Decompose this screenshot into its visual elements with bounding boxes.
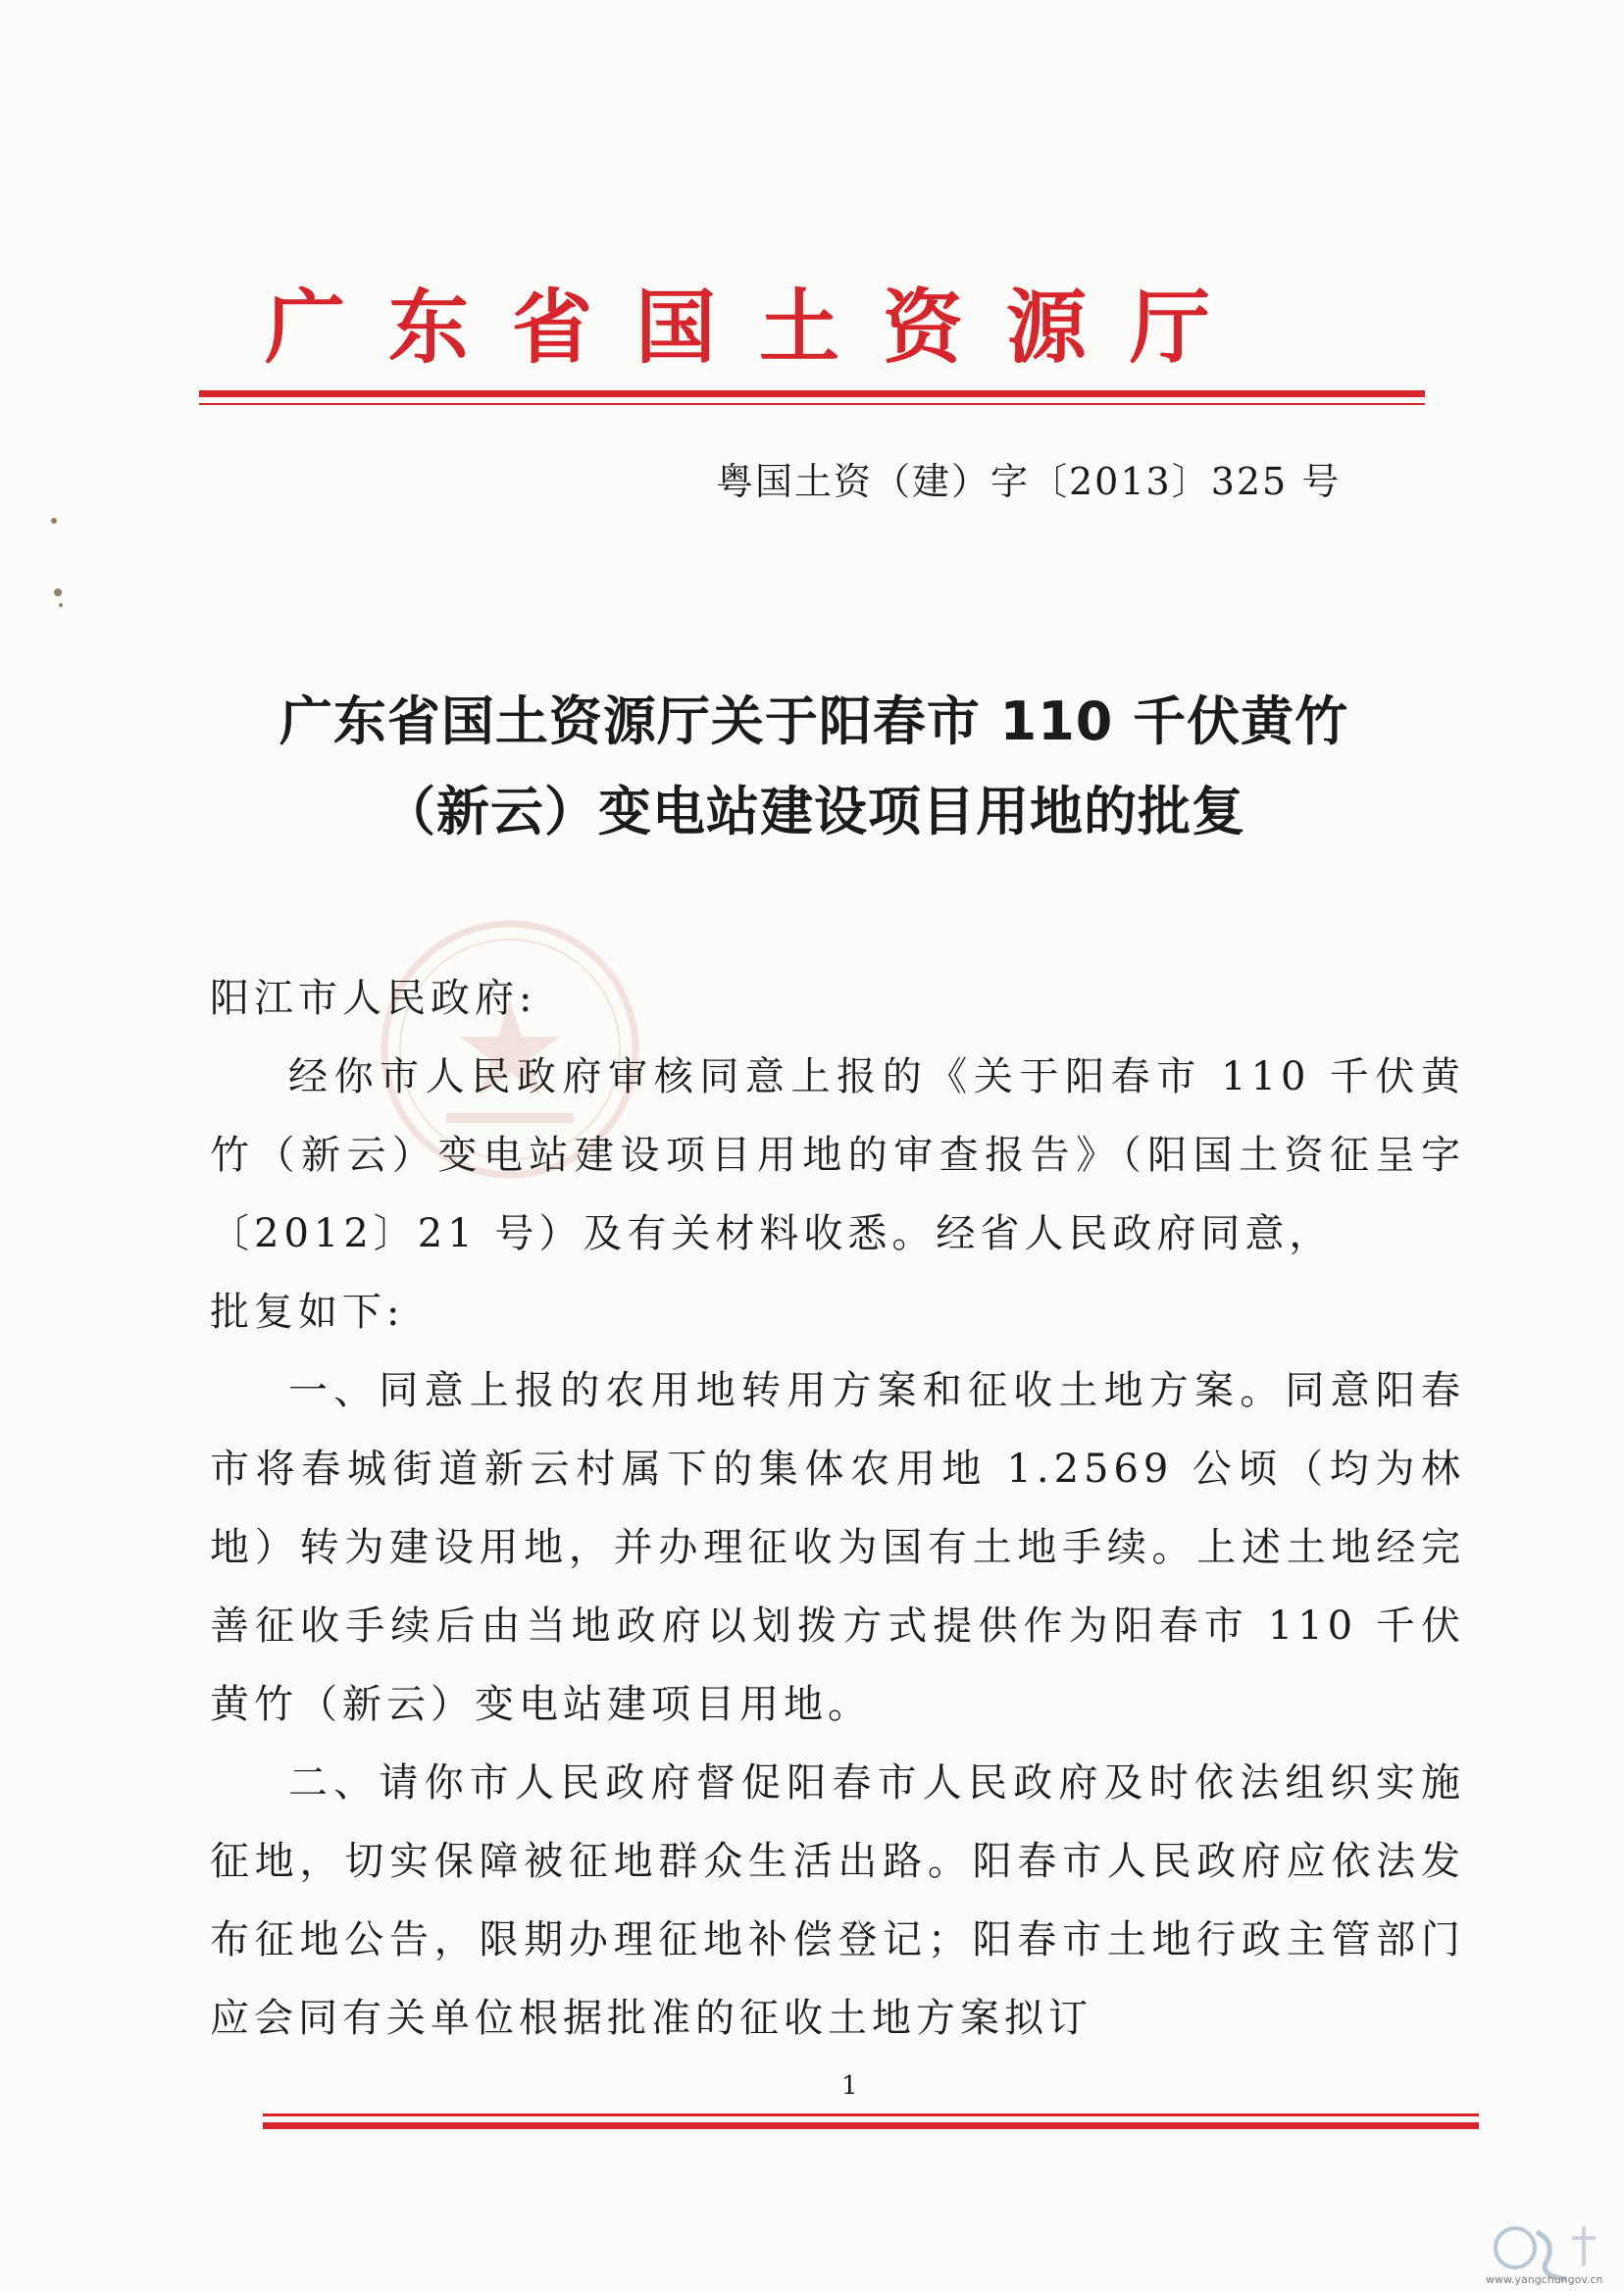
- document-body: [210, 959, 1465, 2058]
- body-paragraph: 经你市人民政府审核同意上报的《关于阳春市 110 千伏黄竹（新云）变电站建设项目用地的审查报告》（阳国土资征呈字〔2012〕21 号）及有关材料收悉。经省人民政府同意，: [210, 1054, 1465, 1256]
- body-paragraph: 二、请你市人民政府督促阳春市人民政府及时依法组织实施征地，切实保障被征地群众生活出路。阳春市人民政府应依法发布征地公告，限期办理征地补偿登记；阳春市土地行政主管部门应会同有关单位根据批准的征收土地方案拟订: [210, 1760, 1465, 2041]
- scan-speck: [51, 518, 57, 524]
- footer-rule-thin: [263, 2113, 1479, 2116]
- scan-speck: [54, 588, 62, 596]
- issuing-organization: 广东省国土资源厅: [265, 281, 1254, 375]
- footer-rule-thick: [263, 2122, 1479, 2129]
- scan-speck: [59, 603, 63, 607]
- header-rule-thick: [199, 390, 1425, 397]
- addressee: 阳江市人民政府:: [210, 976, 537, 1021]
- watermark-url: www.yangchungov.cn: [1486, 2273, 1603, 2286]
- body-paragraph: 一、同意上报的农用地转用方案和征收土地方案。同意阳春市将春城街道新云村属下的集体农用地 1.2569 公顷（均为林地）转为建设用地，并办理征收为国有土地手续。上述土地经完善征收手续后由当地政府以划拨方式提供作为阳春市 110 千伏黄竹（新云）变电站建项目用地。: [210, 1368, 1465, 1727]
- header-rule-thin: [199, 403, 1425, 405]
- document-number: 粤国土资（建）字〔2013〕325 号: [716, 460, 1342, 503]
- title-line-1: 广东省国土资源厅关于阳春市 110 千伏黄竹: [279, 690, 1349, 752]
- title-line-2: （新云）变电站建设项目用地的批复: [382, 781, 1245, 842]
- page-number: 1: [841, 2071, 858, 2101]
- body-paragraph: 批复如下:: [210, 1290, 405, 1335]
- document-title: [196, 677, 1432, 857]
